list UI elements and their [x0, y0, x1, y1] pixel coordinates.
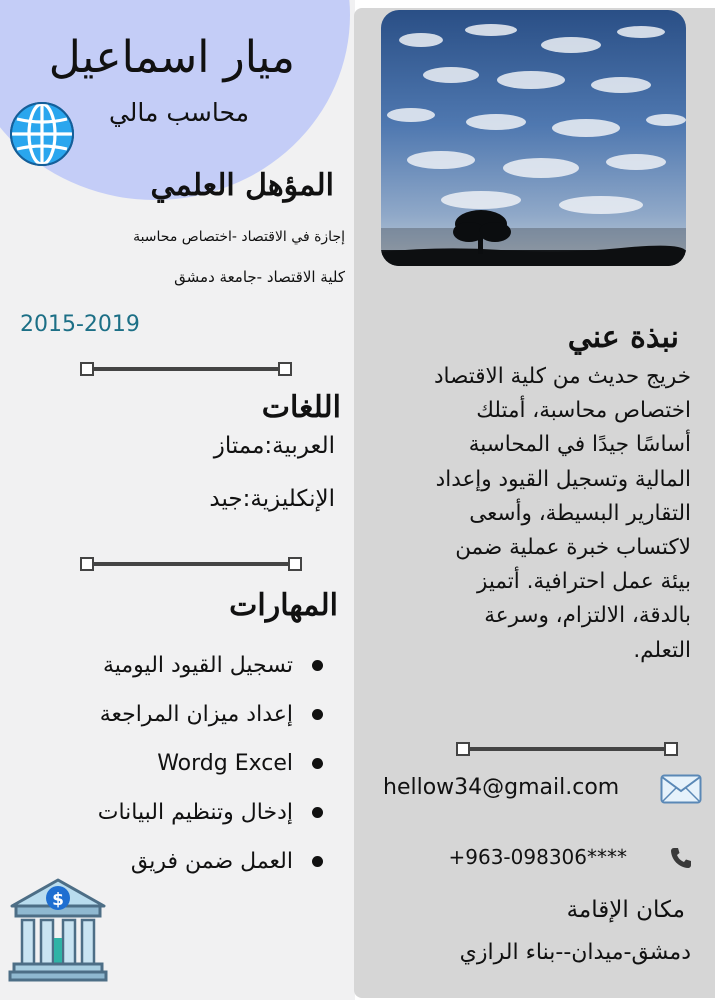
residence-value: دمشق-ميدان--بناء الرازي [459, 940, 691, 965]
phone-icon [669, 846, 693, 870]
languages-heading: اللغات [261, 390, 341, 425]
education-university: كلية الاقتصاد -جامعة دمشق [174, 268, 345, 286]
list-item: Wordg Excel [98, 746, 323, 795]
list-item: إعداد ميزان المراجعة [98, 697, 323, 746]
about-text: خريج حديث من كلية الاقتصاد اختصاص محاسبة، أمتلك أساسًا جيدًا في المحاسبة المالية وتسجيل القيود وإعداد التقارير البسيطة، وأسعى لاكتساب خبرة عملية ضمن بيئة عمل احترافية. أتميز بالدقة، الالتزام، وسرعة التعلم. [433, 364, 691, 663]
list-item: العمل ضمن فريق [98, 844, 323, 893]
skills-heading: المهارات [229, 588, 338, 623]
phone-number[interactable]: +963-098306**** [448, 845, 627, 869]
profile-photo [381, 10, 686, 266]
residence-label: مكان الإقامة [566, 897, 685, 923]
job-title: محاسب مالي [108, 98, 249, 127]
email-address[interactable]: hellow34@gmail.com [383, 775, 620, 800]
mail-icon [660, 774, 702, 804]
about-heading: نبذة عني [567, 320, 679, 355]
education-heading: المؤهل العلمي [150, 168, 334, 203]
bank-icon [8, 876, 108, 984]
separator [80, 557, 302, 571]
list-item: إدخال وتنظيم البيانات [98, 795, 323, 844]
language-english: الإنكليزية:جيد [209, 486, 335, 512]
separator [456, 742, 678, 756]
globe-icon [7, 99, 77, 169]
language-arabic: العربية:ممتاز [213, 433, 335, 459]
separator [80, 362, 292, 376]
education-degree: إجازة في الاقتصاد -اختصاص محاسبة [133, 229, 345, 245]
svg-text:$: $ [52, 890, 64, 910]
education-years: 2015-2019 [20, 312, 140, 337]
skills-list [98, 648, 323, 893]
person-name: ميار اسماعيل [48, 32, 295, 83]
list-item: تسجيل القيود اليومية [98, 648, 323, 697]
